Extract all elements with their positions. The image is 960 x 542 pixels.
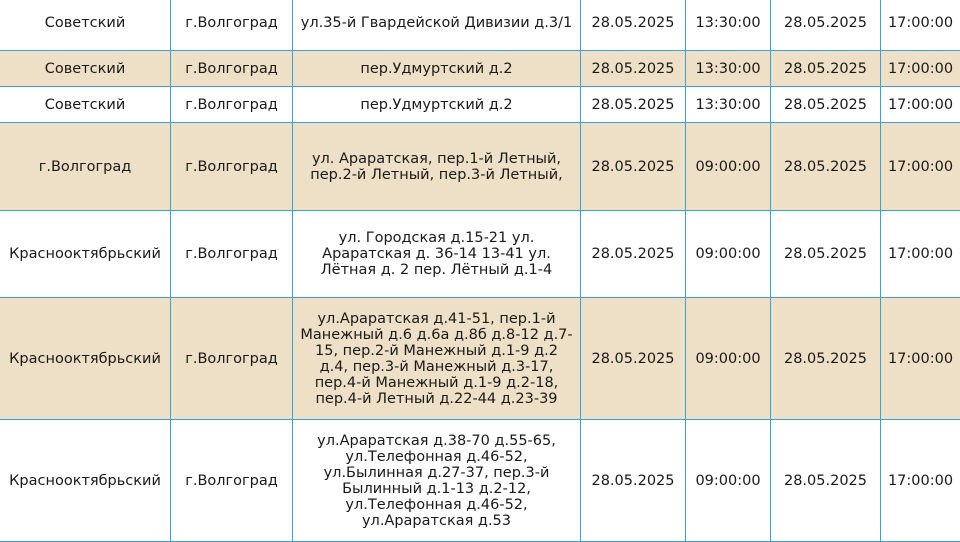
start-time-cell: 13:30:00 bbox=[686, 51, 771, 87]
start-date-cell: 28.05.2025 bbox=[581, 211, 686, 298]
address-cell: пер.Удмуртский д.2 bbox=[293, 51, 581, 87]
city-cell: г.Волгоград bbox=[171, 123, 293, 211]
end-time-cell: 17:00:00 bbox=[881, 0, 960, 51]
address-cell: ул.Араратская д.41-51, пер.1-й Манежный д.6 д.6а д.8б д.8-12 д.7-15, пер.2-й Манежный д.1-9 д.2 д.4, пер.3-й Манежный д.3-17, пер.4-й Манежный д.1-9 д.2-18, пер.4-й Летный д.22-44 д.23-39 bbox=[293, 298, 581, 420]
start-date-cell: 28.05.2025 bbox=[581, 123, 686, 211]
city-cell: г.Волгоград bbox=[171, 87, 293, 123]
table-row bbox=[0, 298, 960, 420]
district-cell: Краснооктябрьский bbox=[0, 420, 171, 542]
city-cell: г.Волгоград bbox=[171, 298, 293, 420]
district-cell: Краснооктябрьский bbox=[0, 298, 171, 420]
address-cell: ул. Араратская, пер.1-й Летный, пер.2-й Летный, пер.3-й Летный, bbox=[293, 123, 581, 211]
start-time-cell: 09:00:00 bbox=[686, 298, 771, 420]
end-date-cell: 28.05.2025 bbox=[771, 298, 881, 420]
city-cell: г.Волгоград bbox=[171, 51, 293, 87]
address-cell: пер.Удмуртский д.2 bbox=[293, 87, 581, 123]
start-time-cell: 09:00:00 bbox=[686, 420, 771, 542]
start-date-cell: 28.05.2025 bbox=[581, 298, 686, 420]
start-time-cell: 13:30:00 bbox=[686, 0, 771, 51]
end-time-cell: 17:00:00 bbox=[881, 51, 960, 87]
start-time-cell: 09:00:00 bbox=[686, 123, 771, 211]
address-cell: ул. Городская д.15-21 ул. Араратская д. 36-14 13-41 ул. Лётная д. 2 пер. Лётный д.1-4 bbox=[293, 211, 581, 298]
district-cell: Краснооктябрьский bbox=[0, 211, 171, 298]
end-time-cell: 17:00:00 bbox=[881, 123, 960, 211]
end-date-cell: 28.05.2025 bbox=[771, 211, 881, 298]
end-date-cell: 28.05.2025 bbox=[771, 0, 881, 51]
end-time-cell: 17:00:00 bbox=[881, 211, 960, 298]
table-row bbox=[0, 0, 960, 51]
end-date-cell: 28.05.2025 bbox=[771, 87, 881, 123]
end-time-cell: 17:00:00 bbox=[881, 87, 960, 123]
city-cell: г.Волгоград bbox=[171, 0, 293, 51]
start-date-cell: 28.05.2025 bbox=[581, 51, 686, 87]
end-time-cell: 17:00:00 bbox=[881, 420, 960, 542]
table-row bbox=[0, 211, 960, 298]
end-date-cell: 28.05.2025 bbox=[771, 420, 881, 542]
city-cell: г.Волгоград bbox=[171, 211, 293, 298]
start-date-cell: 28.05.2025 bbox=[581, 87, 686, 123]
address-cell: ул.Араратская д.38-70 д.55-65, ул.Телефонная д.46-52, ул.Былинная д.27-37, пер.3-й Былинный д.1-13 д.2-12, ул.Телефонная д.46-52, ул.Араратская д.53 bbox=[293, 420, 581, 542]
table-row bbox=[0, 51, 960, 87]
district-cell: Советский bbox=[0, 51, 171, 87]
start-date-cell: 28.05.2025 bbox=[581, 0, 686, 51]
table-row bbox=[0, 420, 960, 542]
start-date-cell: 28.05.2025 bbox=[581, 420, 686, 542]
city-cell: г.Волгоград bbox=[171, 420, 293, 542]
start-time-cell: 13:30:00 bbox=[686, 87, 771, 123]
address-cell: ул.35-й Гвардейской Дивизии д.3/1 bbox=[293, 0, 581, 51]
end-date-cell: 28.05.2025 bbox=[771, 51, 881, 87]
end-date-cell: 28.05.2025 bbox=[771, 123, 881, 211]
end-time-cell: 17:00:00 bbox=[881, 298, 960, 420]
district-cell: Советский bbox=[0, 87, 171, 123]
table-row bbox=[0, 123, 960, 211]
district-cell: г.Волгоград bbox=[0, 123, 171, 211]
district-cell: Советский bbox=[0, 0, 171, 51]
start-time-cell: 09:00:00 bbox=[686, 211, 771, 298]
table-row bbox=[0, 87, 960, 123]
